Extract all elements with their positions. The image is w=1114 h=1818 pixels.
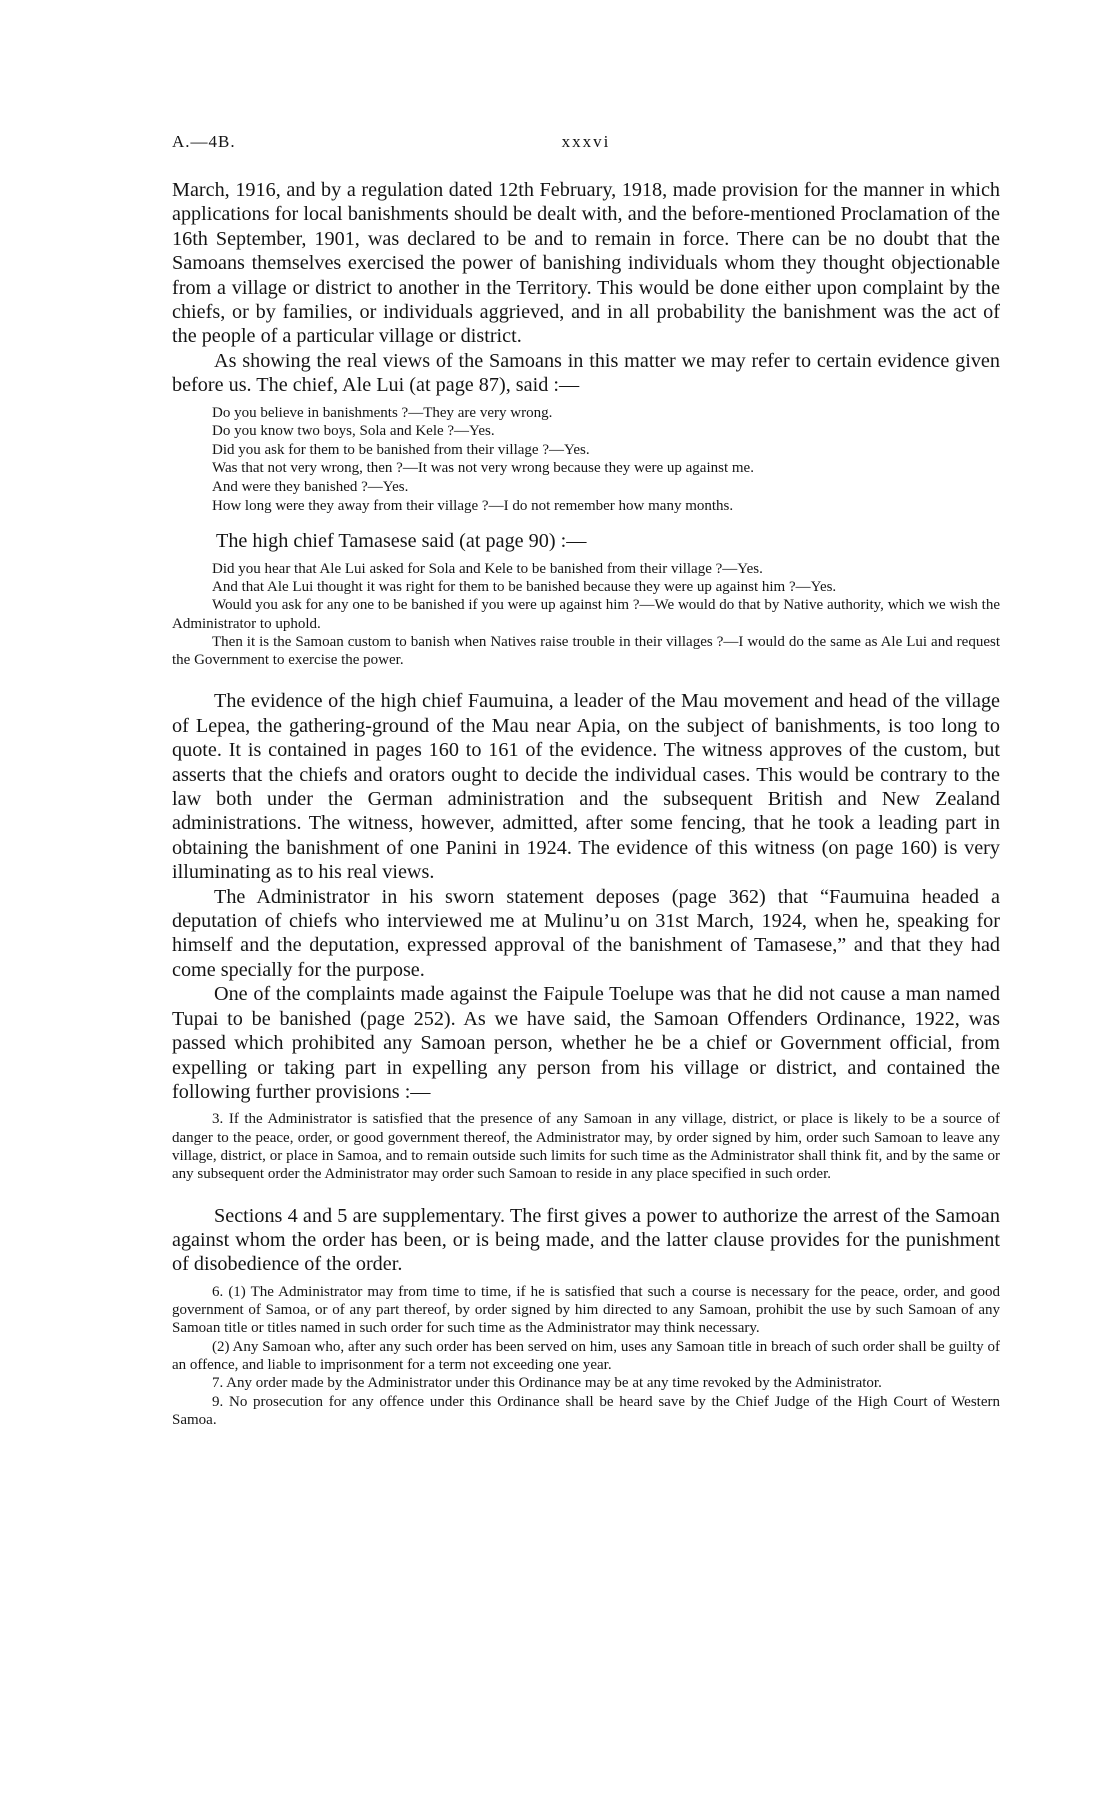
testimony-line: Did you ask for them to be banished from their village ?—Yes. <box>212 441 590 458</box>
testimony-line: Do you know two boys, Sola and Kele ?—Yes. <box>212 423 495 440</box>
page-body <box>172 178 1000 1429</box>
testimony-line: Was that not very wrong, then ?—It was not very wrong because they were up against me. <box>212 460 754 477</box>
tamasese-testimony-line: Did you hear that Ale Lui asked for Sola and Kele to be banished from their village ?—Yes. <box>212 560 763 577</box>
page-number: xxxvi <box>561 132 611 151</box>
tamasese-testimony-line: Would you ask for any one to be banished if you were up against him ?—We would do that by Native authority, which we wish the Administrator to uphold. <box>172 597 1000 632</box>
report-reference: A.—4B. <box>172 132 236 151</box>
tamasese-testimony-line: And that Ale Lui thought it was right for them to be banished because they were up against him ?—Yes. <box>212 578 837 595</box>
page-header <box>172 132 1000 156</box>
paragraph-faipule-toelupe: One of the complaints made against the Faipule Toelupe was that he did not cause a man named Tupai to be banished (page 252). As we have said, the Samoan Offenders Ordinance, 1922, was passed which prohibited any Samoan person, whether he be a chief or Government official, from expelling or taking part in expelling any person from his village or district, and contained the following further provisions :— <box>172 983 1000 1103</box>
ale-lui-testimony <box>212 404 1000 516</box>
ordinance-section-3: 3. If the Administrator is satisfied that the presence of any Samoan in any village, district, or place is likely to be a source of danger to the peace, order, or good government thereof, the Administrator may, by order signed by him, order such Samoan to leave any village, district, or place in Samoa, and to remain outside such limits for such time as the Administrator shall think fit, and by the same or any subsequent order the Administrator may order such Samoan to reside in any place specified in such order. <box>172 1111 1000 1183</box>
paragraph-faumuina: The evidence of the high chief Faumuina, a leader of the Mau movement and head of the village of Lepea, the gathering-ground of the Mau near Apia, on the subject of banishments, is too long to quote. It is contained in pages 160 to 161 of the evidence. The witness approves of the custom, but asserts that the chiefs and orators ought to decide the individual cases. This would be contrary to the law both under the German administration and the subsequent British and New Zealand administrations. The witness, however, admitted, after some fencing, that he took a leading part in obtaining the banishment of one Panini in 1924. The evidence of this witness (on page 160) is very illuminating as to his real views. <box>172 690 1000 884</box>
paragraph-samoan-views: As showing the real views of the Samoans in this matter we may refer to certain evidence given before us. The chief, Ale Lui (at page 87), said :— <box>172 349 1000 397</box>
paragraph-sections-4-5: Sections 4 and 5 are supplementary. The first gives a power to authorize the arrest of the Samoan against whom the order has been, or is being made, and the latter clause provides for the punishment of disobedience of the order. <box>172 1204 1000 1276</box>
paragraph-continued: March, 1916, and by a regulation dated 12th February, 1918, made provision for the manner in which applications for local banishments should be dealt with, and the before-mentioned Proclamation of the 16th September, 1901, was declared to be and to remain in force. There can be no doubt that the Samoans themselves exercised the power of banishing individuals whom they thought objectionable from a village or district to another in the Territory. This would be done either upon complaint by the chiefs, or by families, or individuals aggrieved, and in all probability the banishment was the act of the people of a particular village or district. <box>172 179 1000 348</box>
testimony-line: And were they banished ?—Yes. <box>212 479 409 496</box>
ordinance-section-9: 9. No prosecution for any offence under this Ordinance shall be heard save by the Chief Judge of the High Court of Western Samoa. <box>172 1393 1000 1428</box>
tamasese-testimony-line: Then it is the Samoan custom to banish when Natives raise trouble in their villages ?—I would do the same as Ale Lui and request the Government to exercise the power. <box>172 633 1000 669</box>
testimony-line: Do you believe in banishments ?—They are very wrong. <box>212 404 553 421</box>
ordinance-section-7: 7. Any order made by the Administrator under this Ordinance may be at any time revoked by the Administrator. <box>212 1375 882 1392</box>
ordinance-section-6-1: 6. (1) The Administrator may from time to time, if he is satisfied that such a course is necessary for the peace, order, and good government of Samoa, or of any part thereof, by order signed by him directed to any Samoan, prohibit the use by such Samoan of any Samoan title or titles named in such order for such time as the Administrator may think necessary. <box>172 1283 1000 1337</box>
paragraph-administrator-statement: The Administrator in his sworn statement deposes (page 362) that “Faumuina headed a deputation of chiefs who interviewed me at Mulinu’u on 31st March, 1924, when he, speaking for himself and the deputation, expressed approval of the banishment of Tamasese,” and that they had come specially for the purpose. <box>172 885 1000 981</box>
tamasese-intro: The high chief Tamasese said (at page 90) :— <box>216 530 587 553</box>
ordinance-section-6-2: (2) Any Samoan who, after any such order has been served on him, uses any Samoan title in breach of such order shall be guilty of an offence, and liable to imprisonment for a term not exceeding one year. <box>172 1338 1000 1373</box>
testimony-line: How long were they away from their village ?—I do not remember how many months. <box>212 497 734 514</box>
